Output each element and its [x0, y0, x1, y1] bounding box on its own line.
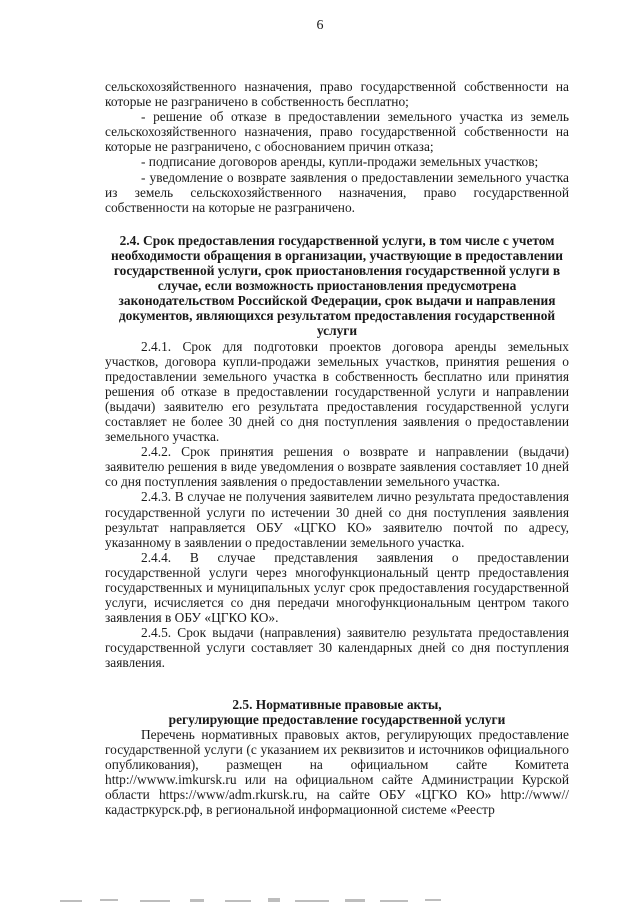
section-2-5-subheading: регулирующие предоставление государственной услуги: [168, 711, 506, 727]
intro-paragraph: - решение об отказе в предоставлении земельного участка из земель сельскохозяйственного назначения, право государственной собственности на которые не разграничено, с обоснованием причин отказа;: [105, 109, 569, 155]
section-2-4-paragraph: 2.4.1. Срок для подготовки проектов договора аренды земельных участков, договора купли-продажи земельных участков, принятия решения о предоставлении земельного участка в собственность бесплатно или принятия решения об отказе в предоставлении государственной услуги и направлении (выдачи) заявителю его результата предоставления государственной услуги составляет не более 30 дней со дня поступления заявления о предоставлении земельного участка.: [105, 338, 569, 445]
section-2-4-paragraph: 2.4.2. Срок принятия решения о возврате и направлении (выдачи) заявителю решения в виде уведомления о возврате заявления составляет 10 дней со дня поступления заявления о предоставлении земельного участка.: [105, 444, 569, 490]
section-2-4-paragraph: 2.4.3. В случае не получения заявителем лично результата предоставления государственной услуги по истечении 30 дней со дня поступления заявления результат направляется ОБУ «ЦГКО КО» заявителю почтой по адресу, указанному в заявлении о предоставлении земельного участка.: [105, 489, 569, 550]
section-2-4-paragraph: 2.4.5. Срок выдачи (направления) заявителю результата предоставления государственной услуги составляет 30 календарных дней со дня поступления заявления.: [105, 625, 569, 671]
spacer: [105, 671, 569, 697]
scan-artifact: [0, 888, 640, 905]
spacer: [105, 215, 569, 233]
section-2-5-paragraph: Перечень нормативных правовых актов, регулирующих предоставление государственной услуги (с указанием их реквизитов и источников официального опубликования), размещен на официальном сайте Комитета http://wwww.imkursk.ru или на официальном сайте Администрации Курской области https://www/adm.rkursk.ru, на сайте ОБУ «ЦГКО КО» http://www//кадастркурск.рф, в региональной информационной системе «Реестр: [105, 726, 569, 818]
page-body: [105, 79, 569, 817]
section-2-4-paragraph: 2.4.4. В случае представления заявления о предоставлении государственной услуги через многофункциональный центр предоставления государственных и муниципальных услуг срок предоставления государственной услуги, исчисляется со дня передачи многофункциональным центром такого заявления в ОБУ «ЦГКО КО».: [105, 549, 569, 626]
page-number: 6: [316, 18, 324, 33]
intro-paragraph: - уведомление о возврате заявления о предоставлении земельного участка из земель сельскохозяйственного назначения, право государственной собственности на которые не разграничено.: [105, 169, 569, 215]
section-2-5-heading: 2.5. Нормативные правовые акты,: [232, 696, 442, 712]
intro-paragraph: сельскохозяйственного назначения, право государственной собственности на которые не разграничено в собственность бесплатно;: [105, 79, 569, 110]
intro-paragraph: - подписание договоров аренды, купли-продажи земельных участков;: [141, 154, 539, 170]
section-2-4-heading: 2.4. Срок предоставления государственной услуги, в том числе с учетом необходимости обращения в организации, участвующие в предоставлении государственной услуги, срок приостановления государственной услуги в случае, если возможность приостановления предусмотрена законодательством Российской Федерации, срок выдачи и направления документов, являющихся результатом предоставления государственной услуги: [111, 232, 563, 339]
